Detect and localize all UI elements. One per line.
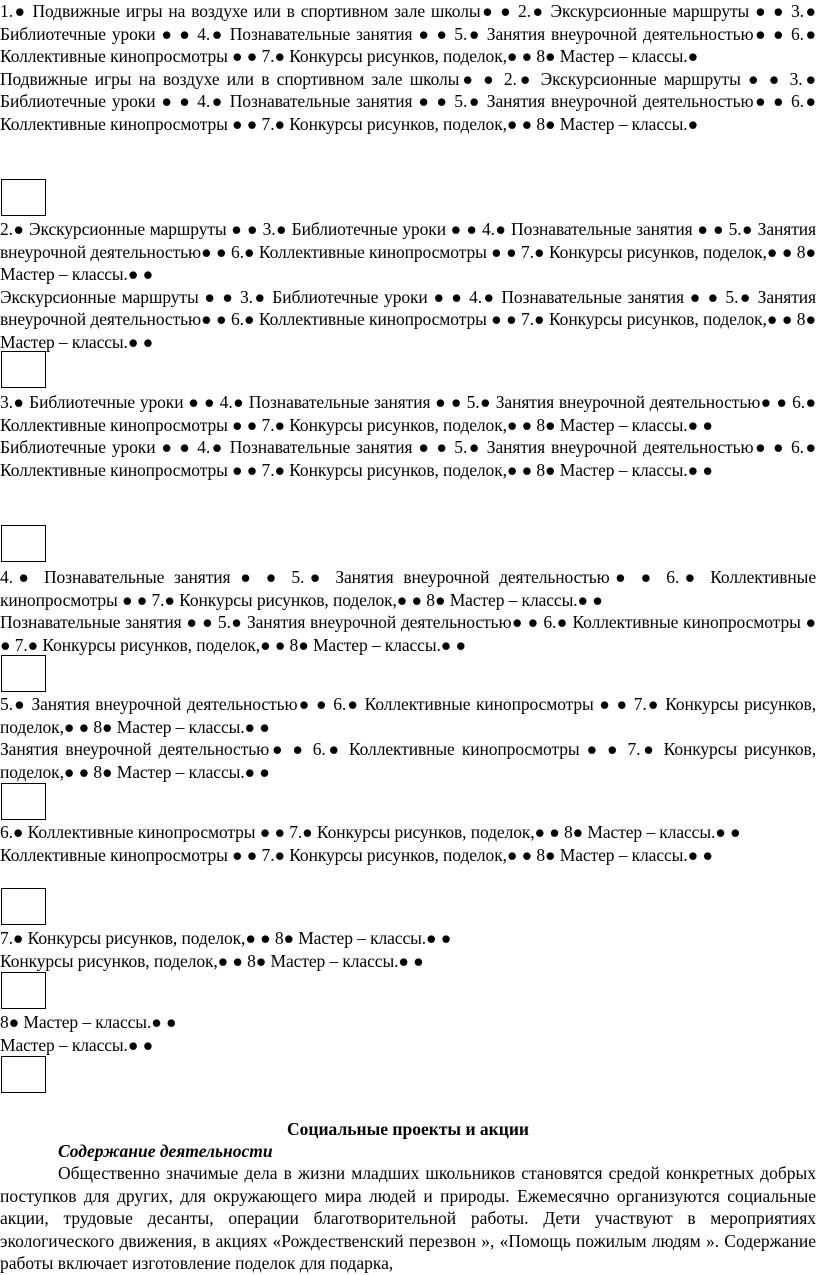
- checkbox-placeholder: [1, 525, 46, 562]
- checkbox-placeholder: [1, 655, 46, 692]
- list-block-text: 6.● Коллективные кинопросмотры ● ● 7.● Конкурсы рисунков, поделок,● ● 8● Мастер – классы.● ●: [0, 822, 741, 842]
- list-block-text: 2.● Экскурсионные маршруты ● ● 3.● Библиотечные уроки ● ● 4.● Познавательные занятия ● ● 5.● Занятия внеурочной деятельностью● ● 6.● Коллективные кинопросмотры ● ● 7.● Конкурсы рисунков, поделок,● ● 8● Мастер – классы.● ●: [0, 219, 816, 285]
- list-block-text: 4.● Познавательные занятия ● ● 5.● Занятия внеурочной деятельностью● ● 6.● Коллективные кинопросмотры ● ● 7.● Конкурсы рисунков, поделок,● ● 8● Мастер – классы.● ●: [0, 567, 816, 610]
- list-block-8: [0, 1011, 816, 1056]
- checkbox-placeholder: [1, 972, 46, 1009]
- list-block-2: [0, 218, 816, 354]
- checkbox-placeholder: [1, 783, 46, 820]
- list-block-7: [0, 927, 816, 972]
- list-block-text: Мастер – классы.● ●: [0, 1034, 154, 1055]
- checkbox-placeholder: [1, 179, 46, 216]
- list-block-text: 1.● Подвижные игры на воздухе или в спортивном зале школы● ● 2.● Экскурсионные маршруты ● ● 3.● Библиотечные уроки ● ● 4.● Познавательные занятия ● ● 5.● Занятия внеурочной деятельностью● ● 6.● Коллективные кинопросмотры ● ● 7.● Конкурсы рисунков, поделок,● ● 8● Мастер – классы.●: [0, 1, 816, 67]
- list-block-6: [0, 821, 816, 866]
- list-block-5: [0, 693, 816, 783]
- checkbox-placeholder: [1, 1056, 46, 1093]
- list-block-text: 5.● Занятия внеурочной деятельностью● ● 6.● Коллективные кинопросмотры ● ● 7.● Конкурсы рисунков, поделок,● ● 8● Мастер – классы.● ●: [0, 694, 816, 737]
- section-body: Общественно значимые дела в жизни младших школьников становятся средой конкретных добрых поступков для других, для окружающего мира людей и природы. Ежемесячно организуются социальные акции, трудовые десанты, операции благотворительной работы. Дети участвуют в мероприятиях экологического движения, в акциях «Рождественский перезвон », «Помощь пожилым людям ». Содержание работы включает изготовление поделок для подарка,: [0, 1163, 816, 1273]
- list-block-text: Подвижные игры на воздухе или в спортивном зале школы● ● 2.● Экскурсионные маршруты ● ● 3.● Библиотечные уроки ● ● 4.● Познавательные занятия ● ● 5.● Занятия внеурочной деятельностью● ● 6.● Коллективные кинопросмотры ● ● 7.● Конкурсы рисунков, поделок,● ● 8● Мастер – классы.●: [0, 68, 816, 134]
- list-block-text: Занятия внеурочной деятельностью● ● 6.● Коллективные кинопросмотры ● ● 7.● Конкурсы рисунков, поделок,● ● 8● Мастер – классы.● ●: [0, 739, 816, 782]
- list-block-text: Конкурсы рисунков, поделок,● ● 8● Мастер – классы.● ●: [0, 950, 424, 971]
- list-block-text: Познавательные занятия ● ● 5.● Занятия внеурочной деятельностью● ● 6.● Коллективные кинопросмотры ● ● 7.● Конкурсы рисунков, поделок,● ● 8● Мастер – классы.● ●: [0, 612, 816, 655]
- list-block-3: [0, 391, 816, 481]
- list-block-4: [0, 566, 816, 656]
- list-block-text: Коллективные кинопросмотры ● ● 7.● Конкурсы рисунков, поделок,● ● 8● Мастер – классы.● ●: [0, 844, 713, 865]
- list-block-text: 3.● Библиотечные уроки ● ● 4.● Познавательные занятия ● ● 5.● Занятия внеурочной деятельностью● ● 6.● Коллективные кинопросмотры ● ● 7.● Конкурсы рисунков, поделок,● ● 8● Мастер – классы.● ●: [0, 392, 816, 435]
- list-block-1: [0, 0, 816, 136]
- list-block-text: Библиотечные уроки ● ● 4.● Познавательные занятия ● ● 5.● Занятия внеурочной деятельностью● ● 6.● Коллективные кинопросмотры ● ● 7.● Конкурсы рисунков, поделок,● ● 8● Мастер – классы.● ●: [0, 437, 816, 480]
- list-block-text: 8● Мастер – классы.● ●: [0, 1012, 177, 1032]
- section-subtitle: Содержание деятельности: [58, 1141, 273, 1161]
- checkbox-placeholder: [1, 888, 46, 925]
- section-title: Социальные проекты и акции: [286, 1119, 529, 1139]
- list-block-text: 7.● Конкурсы рисунков, поделок,● ● 8● Мастер – классы.● ●: [0, 928, 452, 948]
- list-block-text: Экскурсионные маршруты ● ● 3.● Библиотечные уроки ● ● 4.● Познавательные занятия ● ● 5.● Занятия внеурочной деятельностью● ● 6.● Коллективные кинопросмотры ● ● 7.● Конкурсы рисунков, поделок,● ● 8● Мастер – классы.● ●: [0, 286, 816, 352]
- checkbox-placeholder: [1, 351, 46, 388]
